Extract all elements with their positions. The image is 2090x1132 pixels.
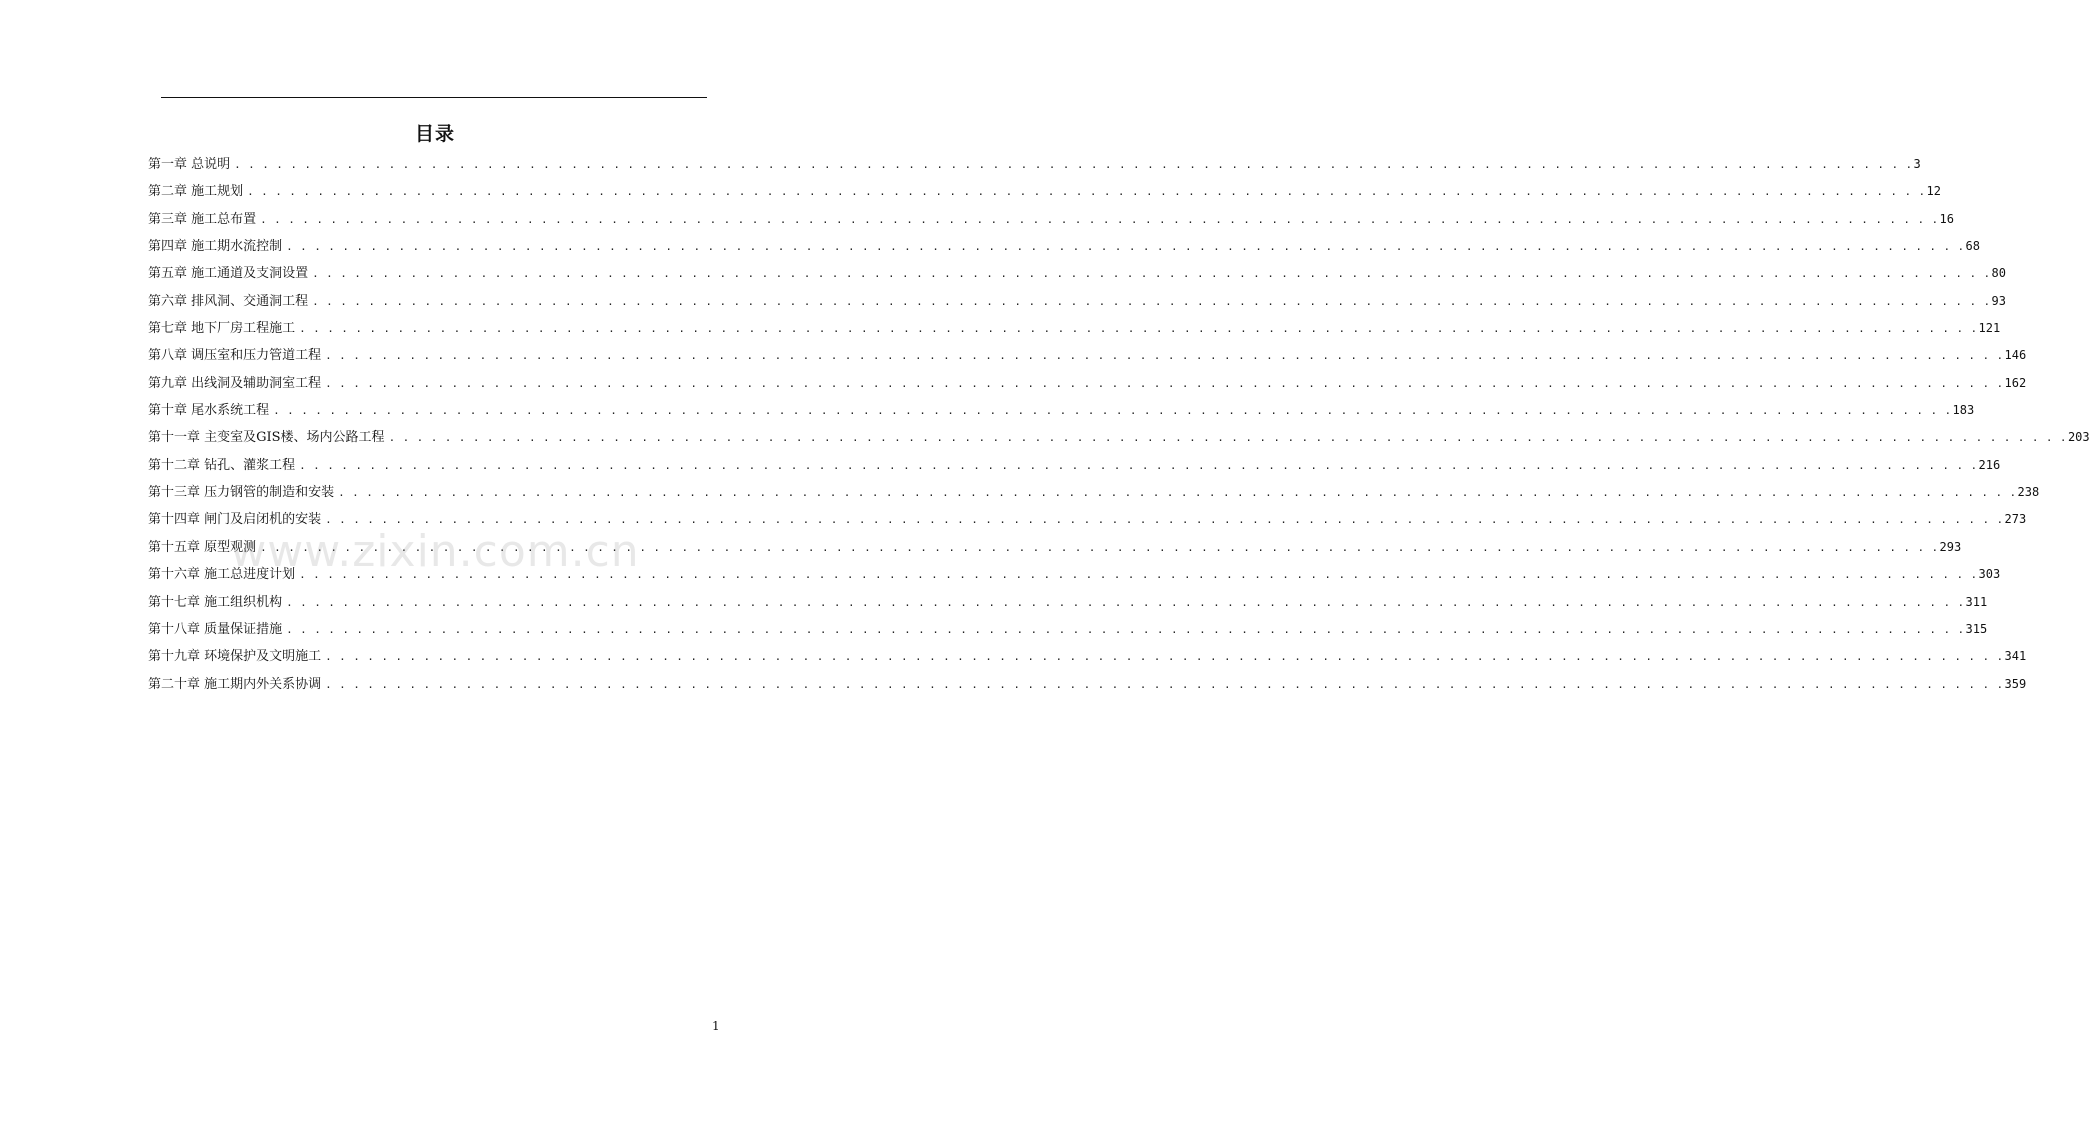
toc-entry-label: 第七章 地下厂房工程施工 (148, 321, 296, 337)
toc-entry[interactable] (148, 206, 1954, 233)
toc-dot-leader: . . . . . . . . . . . . . . . . . . . . . . . . . . . . . . . . . . . . . . . . . . . . . . . . . . . . . . . . . . . . . . . . . . . . . . . . . . . . . . . . . . . . . . . . . . . . . . . . . . . . . . . . . . . . . . . . . . . . . . . . (260, 540, 1939, 554)
toc-entry-label: 第三章 施工总布置 (148, 211, 257, 227)
toc-entry-label: 第一章 总说明 (148, 157, 231, 172)
toc-entry[interactable] (148, 643, 2027, 670)
toc-entry[interactable] (148, 616, 1988, 643)
page-number: 1 (712, 1019, 720, 1033)
toc-entry-page: 303 (1978, 567, 2001, 582)
toc-entry[interactable] (148, 178, 1941, 205)
toc-dot-leader: . . . . . . . . . . . . . . . . . . . . . . . . . . . . . . . . . . . . . . . . . . . . . . . . . . . . . . . . . . . . . . . . . . . . . . . . . . . . . . . . . . . . . . . . . . . . . . . . . . . . . . . . . . . . . . . . . . . . . . . . (299, 458, 1978, 472)
toc-dot-leader: . . . . . . . . . . . . . . . . . . . . . . . . . . . . . . . . . . . . . . . . . . . . . . . . . . . . . . . . . . . . . . . . . . . . . . . . . . . . . . . . . . . . . . . . . . . . . . . . . . . . . . . . . . . . . . . . . . . . . . . . (286, 240, 1965, 254)
toc-dot-leader: . . . . . . . . . . . . . . . . . . . . . . . . . . . . . . . . . . . . . . . . . . . . . . . . . . . . . . . . . . . . . . . . . . . . . . . . . . . . . . . . . . . . . . . . . . . . . . . . . . . . . . . . . . . . . . . . . . . . . . . . (325, 650, 2004, 664)
toc-dot-leader: . . . . . . . . . . . . . . . . . . . . . . . . . . . . . . . . . . . . . . . . . . . . . . . . . . . . . . . . . . . . . . . . . . . . . . . . . . . . . . . . . . . . . . . . . . . . . . . . . . . . . . . . . . . . . . . . . . . . . . . . (286, 595, 1965, 609)
toc-dot-leader: . . . . . . . . . . . . . . . . . . . . . . . . . . . . . . . . . . . . . . . . . . . . . . . . . . . . . . . . . . . . . . . . . . . . . . . . . . . . . . . . . . . . . . . . . . . . . . . . . . . . . . . . . . . . . . . . . . . . . . . . (247, 185, 1926, 199)
toc-entry-page: 341 (2004, 649, 2027, 664)
toc-dot-leader: . . . . . . . . . . . . . . . . . . . . . . . . . . . . . . . . . . . . . . . . . . . . . . . . . . . . . . . . . . . . . . . . . . . . . . . . . . . . . . . . . . . . . . . . . . . . . . . . . . . . . . . . . . . . . . . . . . . . . . . . (312, 267, 1991, 281)
toc-entry-label: 第二章 施工规划 (148, 184, 244, 200)
toc-entry[interactable] (148, 315, 2001, 342)
toc-entry-label: 第十二章 钻孔、灌浆工程 (148, 457, 296, 473)
toc-dot-leader: . . . . . . . . . . . . . . . . . . . . . . . . . . . . . . . . . . . . . . . . . . . . . . . . . . . . . . . . . . . . . . . . . . . . . . . . . . . . . . . . . . . . . . . . . . . . . . . . . . . . . . . . . . . . . . . . . . . . . . . . (325, 513, 2004, 527)
table-of-contents (148, 151, 2090, 698)
toc-entry-page: 315 (1965, 621, 1988, 636)
toc-entry[interactable] (148, 479, 2040, 506)
toc-dot-leader: . . . . . . . . . . . . . . . . . . . . . . . . . . . . . . . . . . . . . . . . . . . . . . . . . . . . . . . . . . . . . . . . . . . . . . . . . . . . . . . . . . . . . . . . . . . . . . . . . . . . . . . . . . . . . . . . . . . . . . . . (338, 486, 2017, 500)
toc-entry-label: 第二十章 施工期内外关系协调 (148, 676, 322, 692)
toc-entry[interactable] (148, 397, 1975, 424)
toc-entry-label: 第十八章 质量保证措施 (148, 621, 283, 637)
toc-entry-page: 238 (2017, 485, 2040, 500)
toc-entry-label: 第十五章 原型观测 (148, 539, 257, 555)
toc-dot-leader: . . . . . . . . . . . . . . . . . . . . . . . . . . . . . . . . . . . . . . . . . . . . . . . . . . . . . . . . . . . . . . . . . . . . . . . . . . . . . . . . . . . . . . . . . . . . . . . . . . . . . . . . . . . . . . . . . . . . . . . . (388, 431, 2067, 445)
toc-entry-page: 121 (1978, 321, 2001, 336)
toc-entry[interactable] (148, 260, 2006, 287)
toc-entry[interactable] (148, 288, 2006, 315)
toc-dot-leader: . . . . . . . . . . . . . . . . . . . . . . . . . . . . . . . . . . . . . . . . . . . . . . . . . . . . . . . . . . . . . . . . . . . . . . . . . . . . . . . . . . . . . . . . . . . . . . . . . . . . . . . . . . . . . . . . . . . . . . . . (286, 622, 1965, 636)
toc-entry[interactable] (148, 424, 2090, 451)
toc-entry-page: 12 (1926, 184, 1941, 199)
toc-entry-page: 216 (1978, 457, 2001, 472)
toc-entry-page: 16 (1939, 211, 1954, 226)
toc-entry-label: 第十章 尾水系统工程 (148, 403, 270, 419)
toc-entry[interactable] (148, 452, 2001, 479)
toc-entry-page: 311 (1965, 594, 1988, 609)
toc-dot-leader: . . . . . . . . . . . . . . . . . . . . . . . . . . . . . . . . . . . . . . . . . . . . . . . . . . . . . . . . . . . . . . . . . . . . . . . . . . . . . . . . . . . . . . . . . . . . . . . . . . . . . . . . . . . . . . . . . . . . . . . . (325, 677, 2004, 691)
toc-entry-page: 293 (1939, 539, 1962, 554)
toc-entry-label: 第六章 排风洞、交通洞工程 (148, 293, 309, 309)
toc-entry-page: 80 (1991, 266, 2006, 281)
toc-dot-leader: . . . . . . . . . . . . . . . . . . . . . . . . . . . . . . . . . . . . . . . . . . . . . . . . . . . . . . . . . . . . . . . . . . . . . . . . . . . . . . . . . . . . . . . . . . . . . . . . . . . . . . . . . . . . . . . . . . . . . . . . (325, 376, 2004, 390)
toc-dot-leader: . . . . . . . . . . . . . . . . . . . . . . . . . . . . . . . . . . . . . . . . . . . . . . . . . . . . . . . . . . . . . . . . . . . . . . . . . . . . . . . . . . . . . . . . . . . . . . . . . . . . . . . . . . . . . . . . . . . . . . . . (273, 404, 1952, 418)
toc-entry-label: 第十九章 环境保护及文明施工 (148, 649, 322, 665)
toc-entry[interactable] (148, 342, 2027, 369)
toc-entry[interactable] (148, 370, 2027, 397)
toc-entry[interactable] (148, 151, 1921, 178)
toc-entry-page: 68 (1965, 239, 1980, 254)
toc-entry-label: 第四章 施工期水流控制 (148, 239, 283, 255)
watermark: www.zixin.com.cn (230, 526, 640, 577)
toc-entry-label: 第十一章 主变室及GIS楼、场内公路工程 (148, 430, 385, 446)
toc-entry-page: 146 (2004, 348, 2027, 363)
toc-entry-label: 第八章 调压室和压力管道工程 (148, 348, 322, 364)
toc-entry-page: 203 (2067, 430, 2090, 445)
toc-entry-label: 第十七章 施工组织机构 (148, 594, 283, 610)
toc-dot-leader: . . . . . . . . . . . . . . . . . . . . . . . . . . . . . . . . . . . . . . . . . . . . . . . . . . . . . . . . . . . . . . . . . . . . . . . . . . . . . . . . . . . . . . . . . . . . . . . . . . . . . . . . . . . . . . . . . . . . . . . . (299, 322, 1978, 336)
toc-entry-label: 第十三章 压力钢管的制造和安装 (148, 485, 335, 501)
page-title: 目录 (414, 123, 455, 145)
toc-entry[interactable] (148, 561, 2001, 588)
toc-entry-label: 第九章 出线洞及辅助洞室工程 (148, 375, 322, 391)
toc-entry[interactable] (148, 233, 1980, 260)
header-rule (161, 97, 707, 98)
toc-entry-label: 第十六章 施工总进度计划 (148, 567, 296, 583)
toc-entry-page: 93 (1991, 293, 2006, 308)
toc-dot-leader: . . . . . . . . . . . . . . . . . . . . . . . . . . . . . . . . . . . . . . . . . . . . . . . . . . . . . . . . . . . . . . . . . . . . . . . . . . . . . . . . . . . . . . . . . . . . . . . . . . . . . . . . . . . . . . . . . . . . . . . . (299, 568, 1978, 582)
toc-entry-label: 第十四章 闸门及启闭机的安装 (148, 512, 322, 528)
toc-entry-page: 273 (2004, 512, 2027, 527)
toc-entry-page: 162 (2004, 375, 2027, 390)
toc-dot-leader: . . . . . . . . . . . . . . . . . . . . . . . . . . . . . . . . . . . . . . . . . . . . . . . . . . . . . . . . . . . . . . . . . . . . . . . . . . . . . . . . . . . . . . . . . . . . . . . . . . . . . . . . . . . . . . . . . . . . . . . . (325, 349, 2004, 363)
toc-entry-page: 3 (1913, 157, 1921, 171)
toc-entry-page: 359 (2004, 676, 2027, 691)
toc-entry[interactable] (148, 671, 2027, 698)
toc-entry[interactable] (148, 534, 1962, 561)
toc-entry[interactable] (148, 589, 1988, 616)
toc-entry[interactable] (148, 506, 2027, 533)
toc-entry-page: 183 (1952, 403, 1975, 418)
toc-dot-leader: . . . . . . . . . . . . . . . . . . . . . . . . . . . . . . . . . . . . . . . . . . . . . . . . . . . . . . . . . . . . . . . . . . . . . . . . . . . . . . . . . . . . . . . . . . . . . . . . . . . . . . . . . . . . . . . . . . . . . . . . (234, 158, 1913, 171)
toc-dot-leader: . . . . . . . . . . . . . . . . . . . . . . . . . . . . . . . . . . . . . . . . . . . . . . . . . . . . . . . . . . . . . . . . . . . . . . . . . . . . . . . . . . . . . . . . . . . . . . . . . . . . . . . . . . . . . . . . . . . . . . . . (312, 294, 1991, 308)
toc-entry-label: 第五章 施工通道及支洞设置 (148, 266, 309, 282)
toc-dot-leader: . . . . . . . . . . . . . . . . . . . . . . . . . . . . . . . . . . . . . . . . . . . . . . . . . . . . . . . . . . . . . . . . . . . . . . . . . . . . . . . . . . . . . . . . . . . . . . . . . . . . . . . . . . . . . . . . . . . . . . . . (260, 212, 1939, 226)
